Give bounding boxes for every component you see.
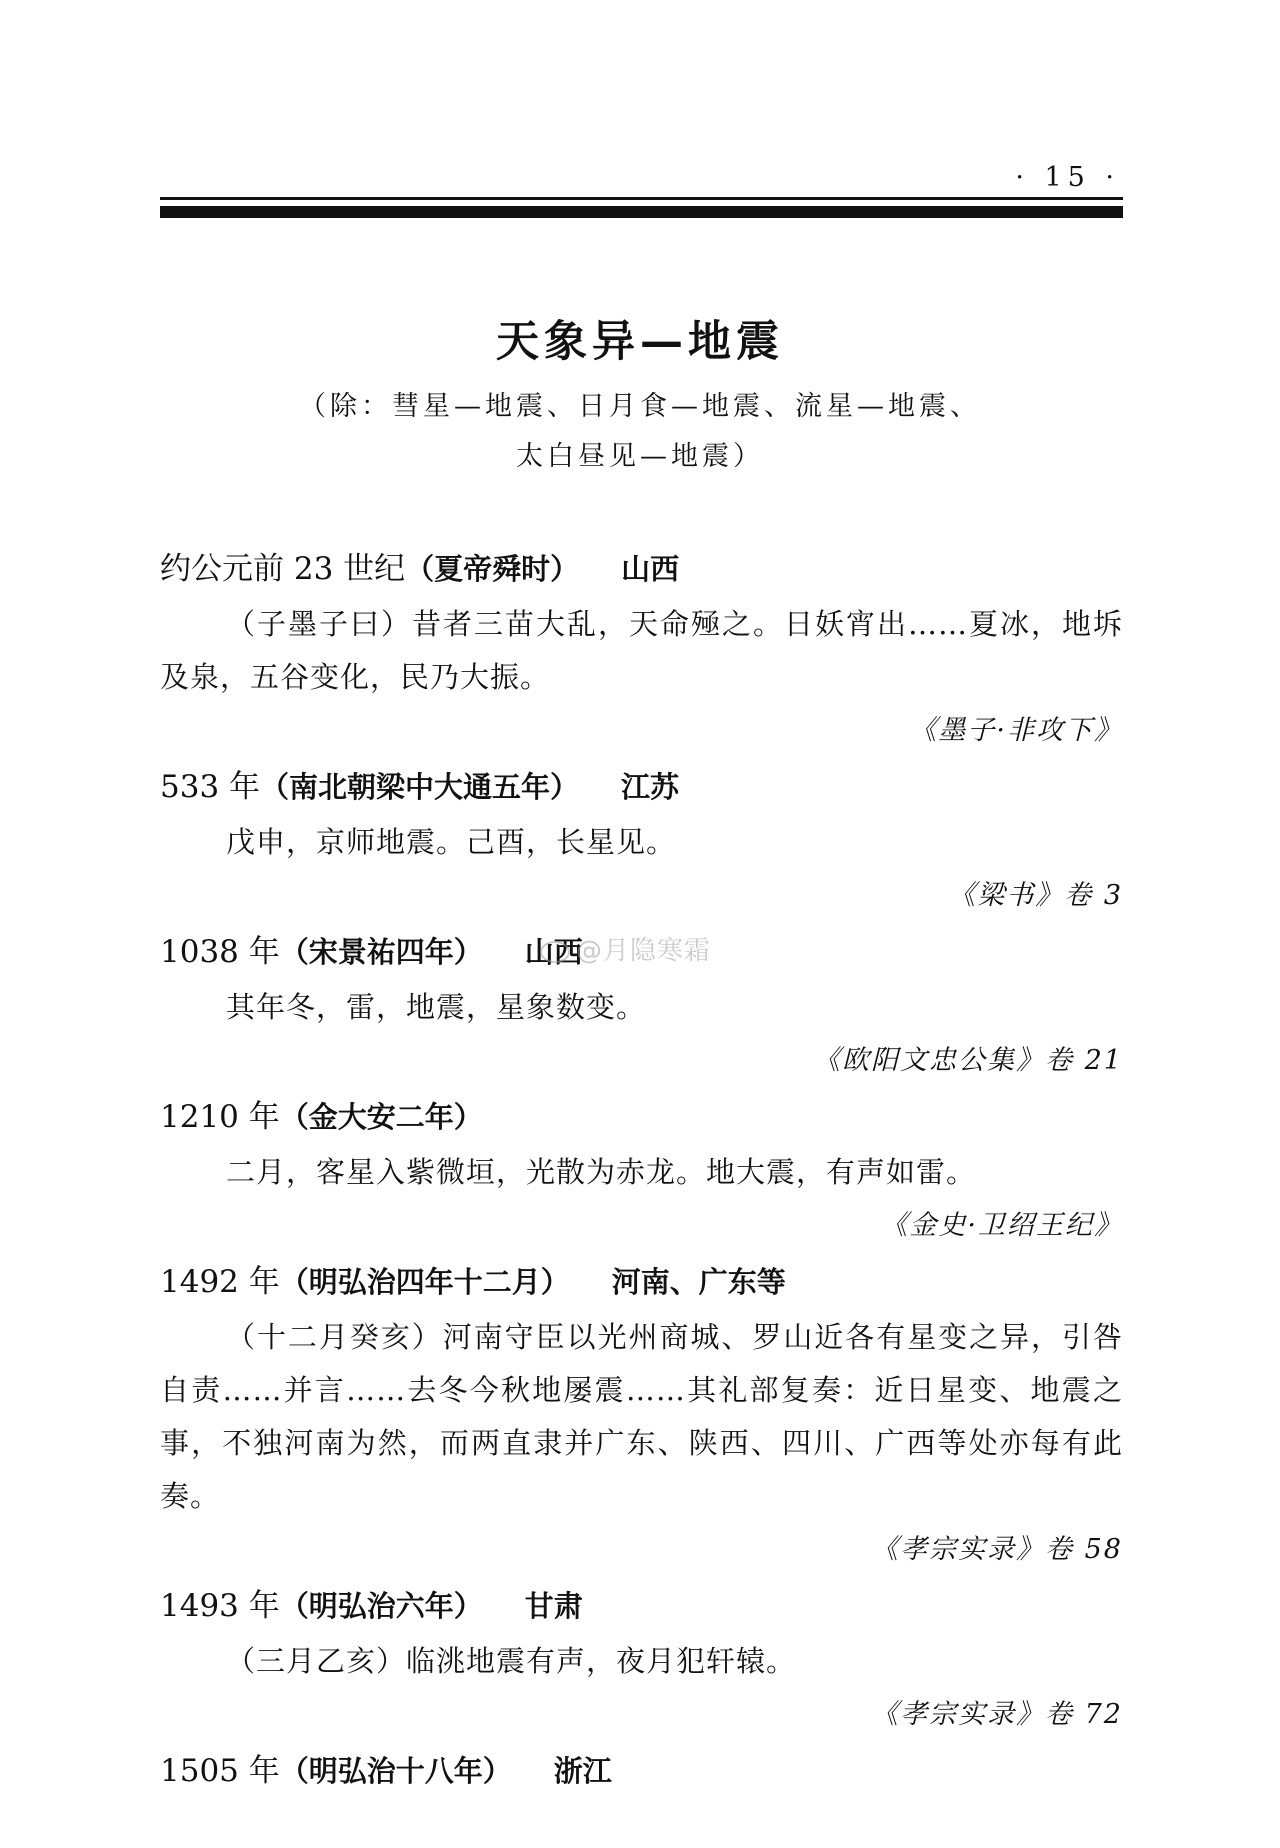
entry-text: （十二月癸亥）河南守臣以光州商城、罗山近各有星变之异，引咎自责……并言……去冬今秋地屡震……其礼部复奏：近日星变、地震之事，不独河南为然，而两直隶并广东、陕西、四川、广西等处亦每有此奏。: [160, 1320, 1123, 1513]
entry: [160, 1259, 1123, 1573]
entry-header: [160, 1583, 1123, 1629]
entry-source: 《金史·卫绍王纪》: [880, 1210, 1123, 1241]
entry: [160, 1094, 1123, 1249]
entry-header: [160, 546, 1123, 592]
watermark: [540, 930, 711, 967]
entry: [160, 1583, 1123, 1738]
entry-header: [160, 1259, 1123, 1305]
entry-era: （宋景祐四年）: [279, 935, 483, 969]
entry-header: [160, 1748, 1123, 1794]
entry-region: 山西: [621, 552, 680, 586]
entry-source: 《梁书》卷 3: [948, 880, 1123, 911]
entry-list: [160, 546, 1123, 1794]
entry-source: 《孝宗实录》卷 58: [871, 1534, 1123, 1565]
entry-header: [160, 764, 1123, 810]
watermark-text: @月隐寒霜: [576, 936, 712, 966]
entry-source: 《欧阳文忠公集》卷 21: [813, 1045, 1123, 1076]
entry-year: 1038 年: [160, 934, 280, 970]
entry-year: 1210 年: [160, 1099, 280, 1135]
entry-region: 河南、广东等: [611, 1265, 786, 1299]
entry: [160, 546, 1123, 754]
entry-era: （夏帝舜时）: [405, 552, 580, 586]
entry-header: [160, 1094, 1123, 1140]
entry-era: （金大安二年）: [279, 1100, 483, 1134]
entry-region: 山西: [524, 935, 583, 969]
entry-source: 《孝宗实录》卷 72: [871, 1699, 1123, 1730]
entry-era: （南北朝梁中大通五年）: [260, 770, 580, 804]
entry-region: 甘肃: [524, 1589, 583, 1623]
section-subtitle-line1: （除：彗星—地震、日月食—地震、流星—地震、: [299, 391, 981, 422]
entry-year: 1493 年: [160, 1588, 280, 1624]
page-number: · 15 ·: [1015, 162, 1120, 193]
entry-source: 《墨子·非攻下》: [909, 715, 1123, 746]
entry-year: 1492 年: [160, 1264, 280, 1300]
entry-era: （明弘治四年十二月）: [279, 1265, 570, 1299]
entry: [160, 764, 1123, 919]
entry-text: （子墨子曰）昔者三苗大乱，天命殛之。日妖宵出……夏冰，地坼及泉，五谷变化，民乃大振。: [160, 607, 1123, 694]
entry-text: 戊申，京师地震。己酉，长星见。: [226, 825, 677, 859]
header-rule-thin: [160, 197, 1123, 200]
section-subtitle-line2: 太白昼见—地震）: [516, 441, 764, 472]
weibo-icon: [540, 941, 570, 963]
entry: [160, 1748, 1123, 1794]
entry-era: （明弘治十八年）: [279, 1754, 512, 1788]
entry-era: （明弘治六年）: [279, 1589, 483, 1623]
entry-year: 533 年: [160, 769, 261, 805]
entry-region: 浙江: [553, 1754, 612, 1788]
section-title: 天象异—地震: [496, 317, 784, 367]
entry-text: （三月乙亥）临洮地震有声，夜月犯轩辕。: [226, 1644, 797, 1678]
entry-year: 约公元前 23 世纪: [160, 551, 406, 587]
entry-text: 二月，客星入紫微垣，光散为赤龙。地大震，有声如雷。: [226, 1155, 977, 1189]
entry-year: 1505 年: [160, 1753, 280, 1789]
entry-text: 其年冬，雷，地震，星象数变。: [226, 990, 647, 1024]
header-rule-thick: [160, 206, 1123, 218]
entry-region: 江苏: [621, 770, 680, 804]
